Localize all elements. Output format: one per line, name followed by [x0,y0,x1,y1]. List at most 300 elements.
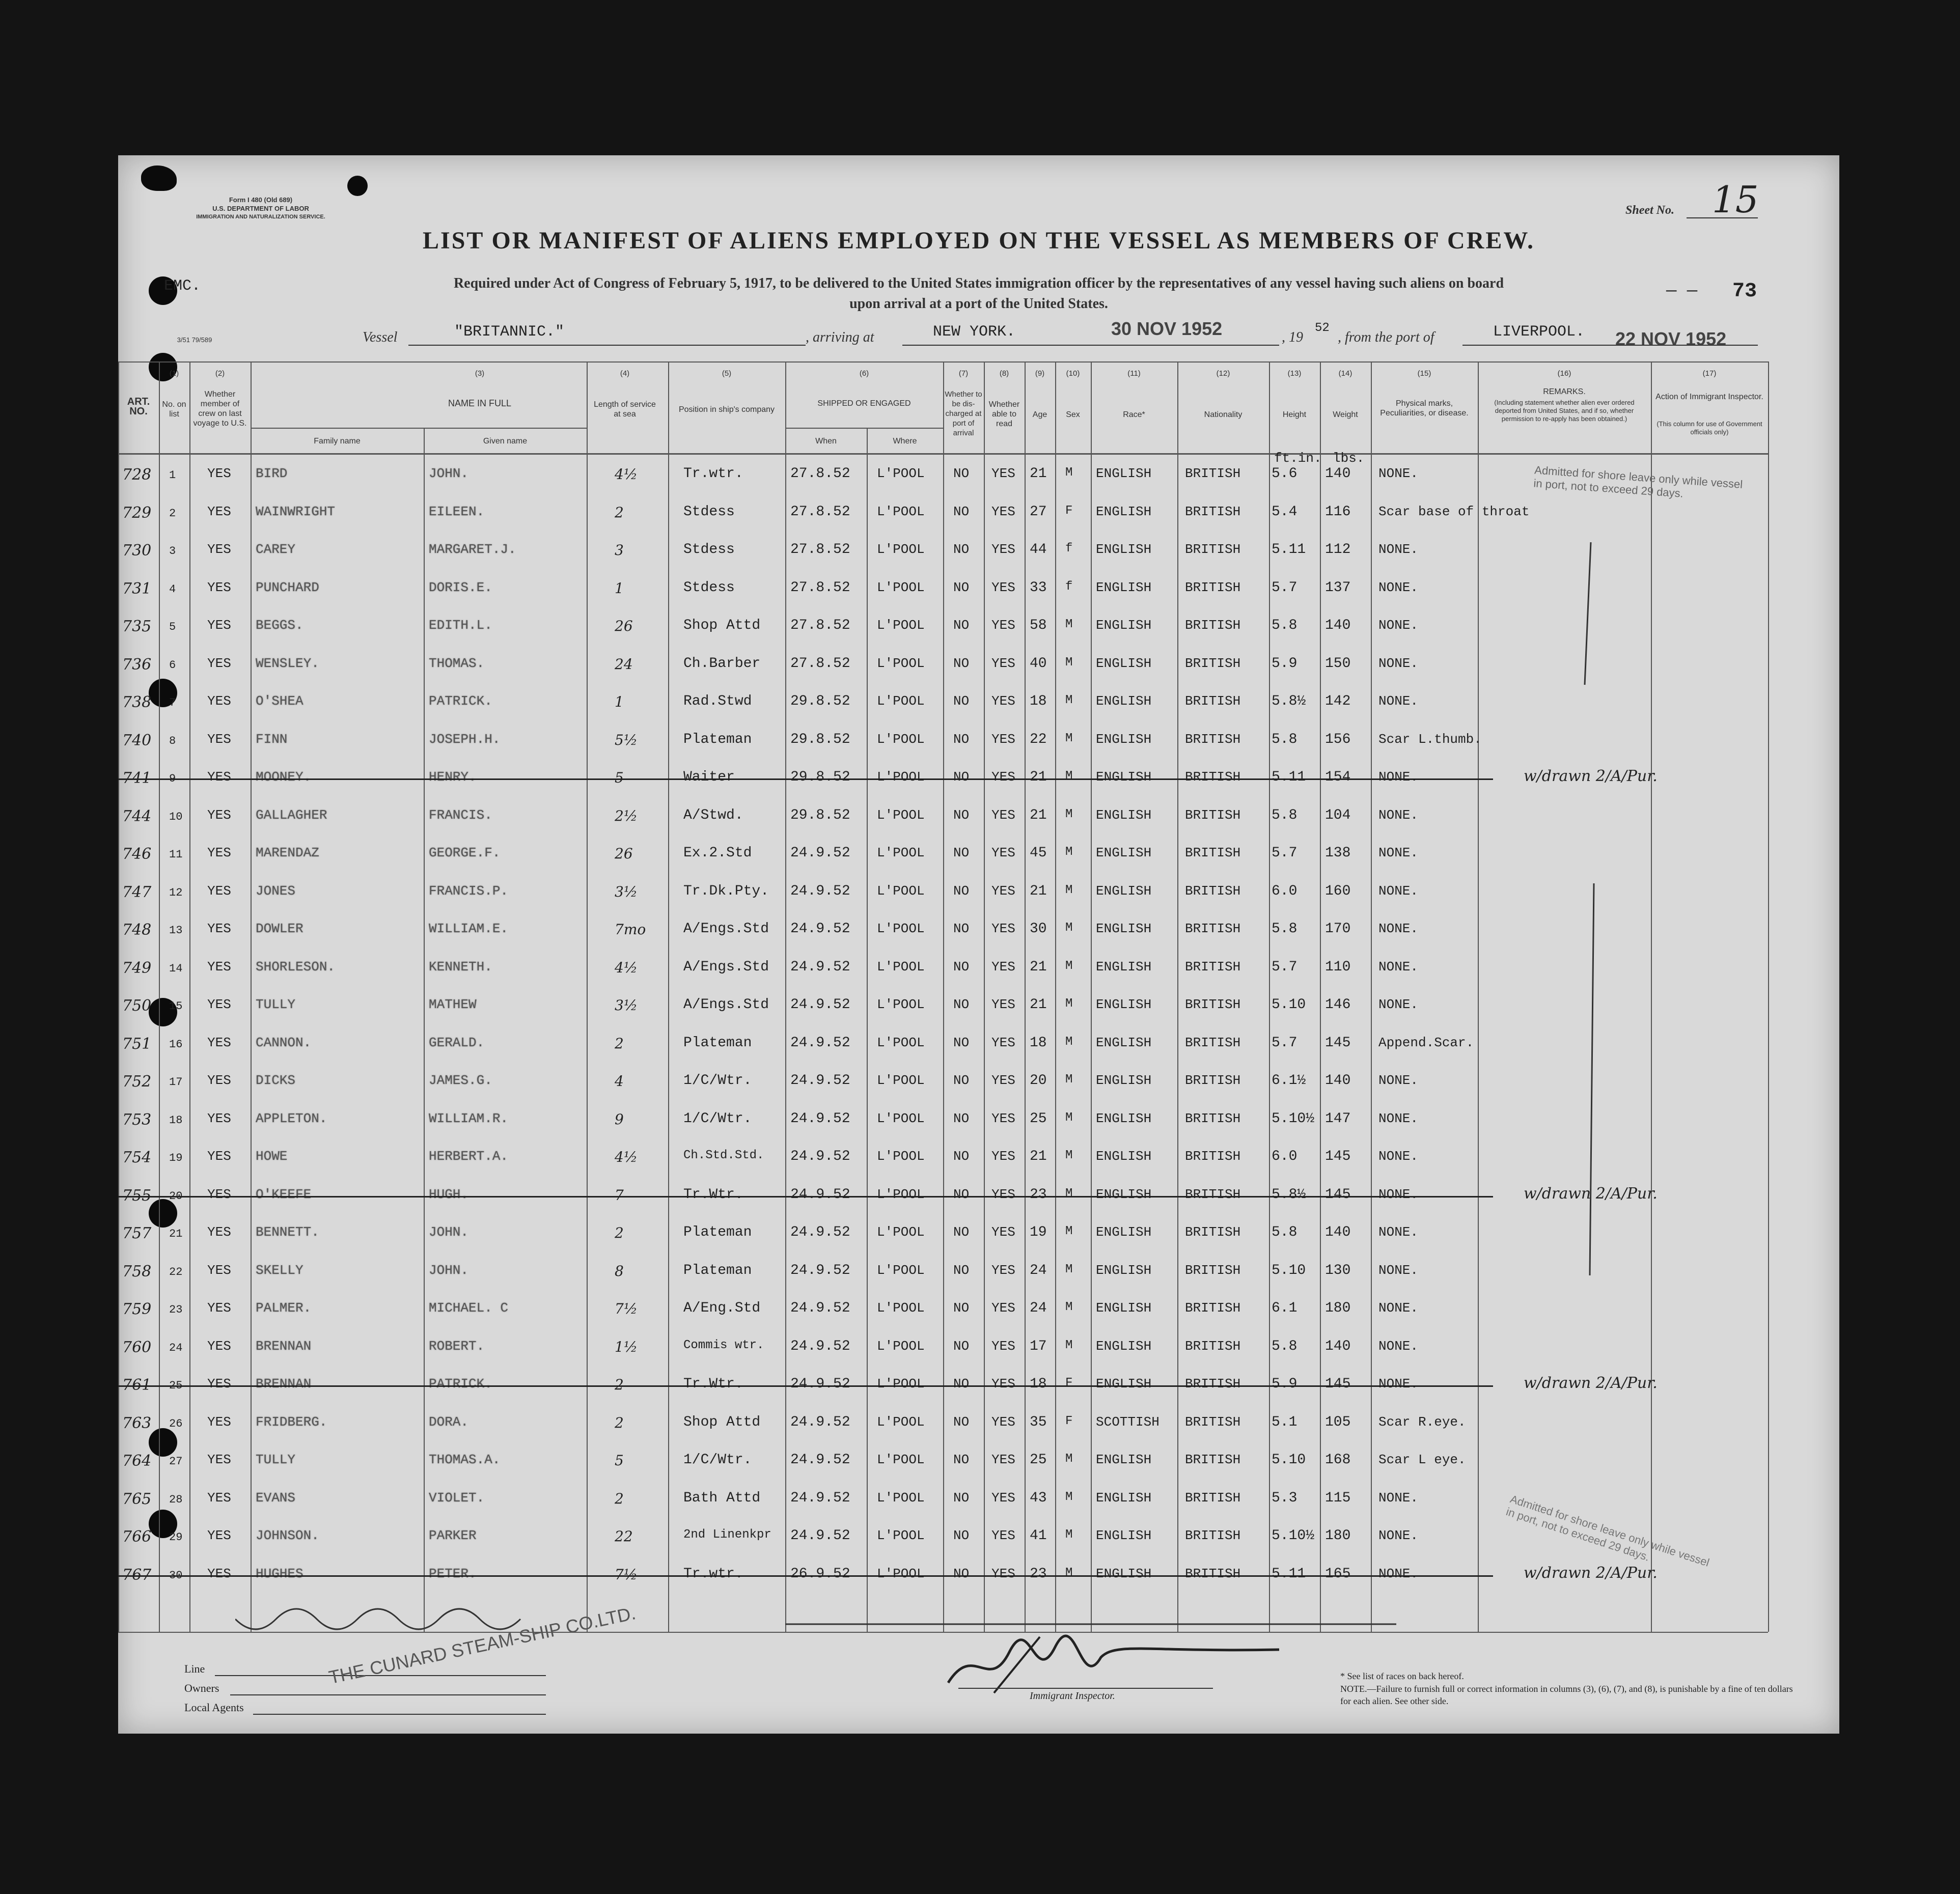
given-name: HUGH. [429,1186,469,1202]
given-name: EDITH.L. [429,618,492,633]
art-number: 755 [122,1186,152,1205]
family-name: TULLY [256,997,296,1012]
family-name: HOWE [256,1149,288,1164]
prev-voyage: YES [207,1110,231,1126]
age: 21 [1030,1149,1047,1164]
service-length: 2½ [615,807,638,824]
position: Plateman [683,1224,752,1240]
height: 5.8 [1272,921,1298,937]
race: ENGLISH [1096,1376,1152,1391]
able-to-read: YES [991,1376,1015,1391]
col6-num: (6) [859,369,869,378]
list-number: 3 [169,545,176,558]
shipped-where: L'POOL [877,845,925,860]
weight: 116 [1325,504,1351,520]
given-name: JAMES.G. [429,1073,492,1088]
height: 5.8½ [1272,693,1306,709]
art-number: 748 [122,921,152,939]
given-name: MICHAEL. C [429,1300,509,1316]
race: ENGLISH [1096,1528,1152,1543]
given-name: VIOLET. [429,1490,485,1506]
height: 5.7 [1272,579,1298,596]
nationality: BRITISH [1185,693,1241,709]
weight: 142 [1325,693,1351,709]
list-number: 16 [169,1038,183,1051]
service-length: 7 [615,1186,624,1204]
able-to-read: YES [991,466,1015,481]
shipped-where: L'POOL [877,466,925,481]
prev-voyage: YES [207,466,231,481]
vessel-underline [408,345,806,346]
weight: 140 [1325,1224,1351,1240]
col-divider [1478,361,1479,1632]
age: 44 [1030,542,1047,558]
departure-underline [1462,345,1758,346]
discharged: NO [953,1566,970,1581]
sex: M [1065,1110,1073,1125]
owners-label: Owners [184,1682,219,1694]
col16-num: (16) [1557,369,1571,378]
service-length: 1 [615,693,624,710]
age: 19 [1030,1224,1047,1240]
list-number: 9 [169,772,176,785]
nationality: BRITISH [1185,1186,1241,1202]
weight: 154 [1325,769,1351,785]
sex: M [1065,466,1073,480]
department-name: U.S. DEPARTMENT OF LABOR [212,205,309,212]
shore-leave-stamp: Admitted for shore leave only while vessel in port, not to exceed 29 days. [1533,463,1743,500]
shipped-where: L'POOL [877,1073,925,1088]
service-length: 5½ [615,731,638,748]
given-name: GEORGE.F. [429,845,501,860]
age: 58 [1030,618,1047,633]
col8-num: (8) [999,369,1009,378]
col12-num: (12) [1216,369,1230,378]
position: Rad.Stwd [683,693,752,709]
punch-hole [141,165,177,191]
weight: 180 [1325,1300,1351,1316]
position: Tr.Wtr. [683,1186,743,1203]
sex: M [1065,1149,1073,1162]
given-name: FRANCIS.P. [429,883,509,899]
shipped-where: L'POOL [877,579,925,595]
physical-marks: Scar R.eye. [1378,1414,1466,1430]
shipped-when: 24.9.52 [790,959,850,975]
physical-marks: Scar L eye. [1378,1452,1466,1467]
when-header: When [815,437,837,445]
nationality: BRITISH [1185,1224,1241,1240]
position: Plateman [683,731,752,747]
nationality: BRITISH [1185,845,1241,860]
age: 43 [1030,1490,1047,1506]
shipped-where: L'POOL [877,1452,925,1467]
service-length: 1½ [615,1338,638,1355]
family-name: GALLAGHER [256,807,327,823]
list-number: 14 [169,962,183,975]
list-number: 6 [169,658,176,672]
art-number: 741 [122,769,152,787]
weight: 112 [1325,542,1351,558]
able-to-read: YES [991,1566,1015,1581]
nationality: BRITISH [1185,1414,1241,1430]
art-number: 746 [122,845,152,863]
agents-underline [253,1714,546,1715]
shipped-when: 24.9.52 [790,1338,850,1354]
age: 24 [1030,1300,1047,1316]
height: 5.10 [1272,1262,1306,1278]
given-name: PETER. [429,1566,477,1581]
shipped-when: 24.9.52 [790,1035,850,1051]
prev-voyage: YES [207,579,231,595]
shipped-when: 24.9.52 [790,1528,850,1544]
art-number: 765 [122,1490,152,1508]
race: ENGLISH [1096,1035,1152,1050]
shipped-where: L'POOL [877,883,925,899]
height: 5.8 [1272,618,1298,633]
service-length: 7½ [615,1300,638,1317]
discharged: NO [953,1452,970,1467]
subtitle-line1: Required under Act of Congress of February 5, 1917, to be delivered to the United States immigration officer by the representatives of any vessel having such aliens on board [453,275,1504,291]
weight: 130 [1325,1262,1351,1278]
col15-num: (15) [1417,369,1431,378]
prev-voyage: YES [207,1186,231,1202]
art-number: 736 [122,655,152,674]
arriving-underline [902,345,1279,346]
position: Shop Attd [683,618,761,633]
shipped-where: L'POOL [877,1110,925,1126]
shipped-where: L'POOL [877,1262,925,1278]
col-divider [1091,361,1092,1632]
nationality: BRITISH [1185,1300,1241,1316]
col-divider [251,361,252,1632]
height: 5.10 [1272,1452,1306,1468]
position: Stdess [683,504,735,520]
list-number: 23 [169,1303,183,1316]
prev-voyage: YES [207,1224,231,1240]
physical-marks: NONE. [1378,1110,1419,1126]
physical-marks: NONE. [1378,466,1419,481]
discharged: NO [953,731,970,747]
age: 33 [1030,579,1047,596]
family-name: DICKS [256,1073,296,1088]
race: ENGLISH [1096,1566,1152,1581]
discharged: NO [953,1528,970,1543]
discharged: NO [953,883,970,899]
position: A/Engs.Std [683,959,769,975]
discharged: NO [953,1149,970,1164]
arriving-port: NEW YORK. [933,323,1016,341]
shipped-when: 24.9.52 [790,1376,850,1392]
col4-num: (4) [620,369,630,378]
col14-header: Weight [1333,410,1358,419]
prev-voyage: YES [207,731,231,747]
manifest-sheet [118,155,1839,1734]
able-to-read: YES [991,997,1015,1012]
race: ENGLISH [1096,997,1152,1012]
physical-marks: NONE. [1378,845,1419,860]
nationality: BRITISH [1185,1262,1241,1278]
list-number: 28 [169,1493,183,1506]
prev-voyage: YES [207,542,231,557]
shipped-where: L'POOL [877,997,925,1012]
sex: M [1065,1490,1073,1504]
nationality: BRITISH [1185,883,1241,899]
family-name: MOONEY. [256,769,312,785]
discharged: NO [953,542,970,557]
shipped-when: 24.9.52 [790,1073,850,1089]
discharged: NO [953,1338,970,1354]
prev-voyage: YES [207,1376,231,1391]
shipped-where: L'POOL [877,1338,925,1354]
age: 21 [1030,466,1047,482]
penalty-note: NOTE.—Failure to furnish full or correct information in columns (3), (6), (7), and (8), is punishable by a fine of ten dollars for each alien. See other side. [1340,1684,1793,1706]
family-name: O'KEEFE [256,1186,312,1202]
service-length: 4½ [615,959,638,976]
ref-small: 3/51 79/589 [177,336,212,344]
age: 24 [1030,1262,1047,1278]
nationality: BRITISH [1185,1073,1241,1088]
sex: M [1065,1452,1073,1466]
shipped-when: 29.8.52 [790,807,850,823]
col2-header: Whether member of crew on last voyage to U.S. [193,390,247,428]
weight: 170 [1325,921,1351,937]
shipped-where: L'POOL [877,731,925,747]
col1-header: No. on list [162,400,186,419]
sex: M [1065,883,1073,897]
physical-marks: NONE. [1378,579,1419,595]
discharged: NO [953,1300,970,1316]
shipped-when: 24.9.52 [790,1490,850,1506]
given-name: THOMAS.A. [429,1452,501,1467]
shipped-when: 24.9.52 [790,1110,850,1127]
shipped-when: 24.9.52 [790,1262,850,1278]
able-to-read: YES [991,1110,1015,1126]
discharged: NO [953,1224,970,1240]
list-number: 4 [169,582,176,596]
position: Bath Attd [683,1490,761,1506]
list-number: 24 [169,1341,183,1354]
shipped-where: L'POOL [877,1186,925,1202]
given-name: ROBERT. [429,1338,485,1354]
height: 5.8 [1272,1224,1298,1240]
list-number: 8 [169,734,176,747]
service-length: 3½ [615,883,638,900]
physical-marks: NONE. [1378,1300,1419,1316]
shipped-where: L'POOL [877,655,925,671]
shipped-where: L'POOL [877,693,925,709]
shipped-when: 24.9.52 [790,1452,850,1468]
from-label: , from the port of [1338,329,1434,345]
service-length: 2 [615,1414,624,1431]
list-number: 10 [169,810,183,823]
weight: 138 [1325,845,1351,861]
sex: M [1065,769,1073,783]
sex: M [1065,959,1073,973]
art-number: 759 [122,1300,152,1318]
nationality: BRITISH [1185,618,1241,633]
prev-voyage: YES [207,997,231,1012]
physical-marks: NONE. [1378,883,1419,899]
nationality: BRITISH [1185,1338,1241,1354]
prev-voyage: YES [207,769,231,785]
weight: 145 [1325,1149,1351,1164]
list-number: 26 [169,1417,183,1430]
company-stamp: THE CUNARD STEAM-SHIP CO.LTD. [327,1602,638,1688]
shipped-when: 27.8.52 [790,618,850,633]
sex: M [1065,1035,1073,1049]
able-to-read: YES [991,959,1015,974]
physical-marks: NONE. [1378,959,1419,974]
col-divider [943,361,944,1632]
age: 21 [1030,883,1047,899]
art-number: 767 [122,1566,152,1584]
discharged: NO [953,845,970,860]
weight: 168 [1325,1452,1351,1468]
art-number: 757 [122,1224,152,1242]
inspector-label: Immigrant Inspector. [1030,1690,1115,1702]
able-to-read: YES [991,1149,1015,1164]
art-number: 744 [122,807,152,825]
given-name: WILLIAM.R. [429,1110,509,1126]
prev-voyage: YES [207,1073,231,1088]
physical-marks: NONE. [1378,1073,1419,1088]
given-name: WILLIAM.E. [429,921,509,936]
given-name: DORA. [429,1414,469,1430]
physical-marks: NONE. [1378,997,1419,1012]
race: ENGLISH [1096,466,1152,481]
discharged: NO [953,1035,970,1050]
shipped-when: 24.9.52 [790,1186,850,1203]
race: ENGLISH [1096,921,1152,936]
able-to-read: YES [991,693,1015,709]
shipped-when: 24.9.52 [790,883,850,899]
weight: 147 [1325,1110,1351,1127]
prev-voyage: YES [207,807,231,823]
art-number: 761 [122,1376,152,1394]
given-name: KENNETH. [429,959,492,974]
col-divider [1177,361,1178,1632]
able-to-read: YES [991,1073,1015,1088]
sex: M [1065,845,1073,859]
col-divider [1025,361,1026,1632]
prev-voyage: YES [207,959,231,974]
col14-num: (14) [1338,369,1352,378]
sex: F [1065,1414,1073,1428]
strikethrough-line [118,1575,1493,1577]
age: 22 [1030,731,1047,747]
service-length: 2 [615,1035,624,1052]
year-suffix: 52 [1315,321,1330,335]
shore-leave-stamp-2: Admitted for shore leave only while vessel in port, not to exceed 29 days. [1504,1492,1711,1569]
list-number: 18 [169,1113,183,1127]
prev-voyage: YES [207,693,231,709]
list-number: 11 [169,848,183,861]
given-name: FRANCIS. [429,807,492,823]
nationality: BRITISH [1185,1566,1241,1581]
prev-voyage: YES [207,1490,231,1506]
service-length: 3½ [615,997,638,1014]
given-name: MARGARET.J. [429,542,516,557]
nationality: BRITISH [1185,807,1241,823]
able-to-read: YES [991,1452,1015,1467]
list-number: 7 [169,697,176,709]
prev-voyage: YES [207,1528,231,1543]
able-to-read: YES [991,1338,1015,1354]
col11-num: (11) [1127,369,1141,378]
position: Ex.2.Std [683,845,752,861]
height: 5.10½ [1272,1528,1315,1544]
physical-marks: NONE. [1378,1528,1419,1543]
sex: M [1065,1186,1073,1201]
departure-port: LIVERPOOL. [1493,323,1585,341]
race-note: * See list of races on back hereof. [1340,1671,1464,1681]
art-number: 754 [122,1149,152,1166]
given-name: JOHN. [429,1224,469,1240]
given-name: EILEEN. [429,504,485,519]
given-name: JOSEPH.H. [429,731,501,747]
nationality: BRITISH [1185,1110,1241,1126]
family-name: FRIDBERG. [256,1414,327,1430]
physical-marks: NONE. [1378,1186,1419,1202]
shipped-where: L'POOL [877,542,925,557]
nationality: BRITISH [1185,466,1241,481]
prev-voyage: YES [207,921,231,936]
race: ENGLISH [1096,618,1152,633]
position: A/Stwd. [683,807,743,823]
physical-marks: NONE. [1378,1376,1419,1391]
nationality: BRITISH [1185,959,1241,974]
physical-marks: NONE. [1378,542,1419,557]
nationality: BRITISH [1185,769,1241,785]
physical-marks: Scar L.thumb. [1378,731,1482,747]
given-name-header: Given name [483,437,528,445]
list-number: 19 [169,1152,183,1164]
service-name: IMMIGRATION AND NATURALIZATION SERVICE. [196,214,325,220]
col17-subheader: (This column for use of Government officials only) [1657,420,1762,436]
strikethrough-line [118,1385,1493,1387]
able-to-read: YES [991,731,1015,747]
able-to-read: YES [991,1262,1015,1278]
nationality: BRITISH [1185,542,1241,557]
given-name: GERALD. [429,1035,485,1050]
sheet-label: Sheet No. [1625,204,1674,217]
sex: M [1065,693,1073,707]
family-name: O'SHEA [256,693,303,709]
sex: M [1065,1262,1073,1276]
service-length: 3 [615,542,624,559]
race: ENGLISH [1096,883,1152,899]
family-name: BIRD [256,466,288,481]
height: 5.8 [1272,731,1298,747]
list-number: 15 [169,1000,183,1013]
col-divider [1320,361,1321,1632]
family-name-header: Family name [314,437,361,445]
remark-withdrawn: w/drawn 2/A/Pur. [1524,1564,1658,1582]
punch-hole [149,1199,177,1228]
service-length: 26 [615,845,633,862]
nationality: BRITISH [1185,997,1241,1012]
height: 6.1½ [1272,1073,1306,1089]
list-number: 5 [169,621,176,633]
able-to-read: YES [991,618,1015,633]
shipped-where: L'POOL [877,504,925,519]
col-divider [1371,361,1372,1632]
discharged: NO [953,1186,970,1202]
col-divider [668,361,669,1632]
shipped-when: 27.8.52 [790,466,850,482]
nationality: BRITISH [1185,655,1241,671]
col-divider [1055,361,1056,1632]
